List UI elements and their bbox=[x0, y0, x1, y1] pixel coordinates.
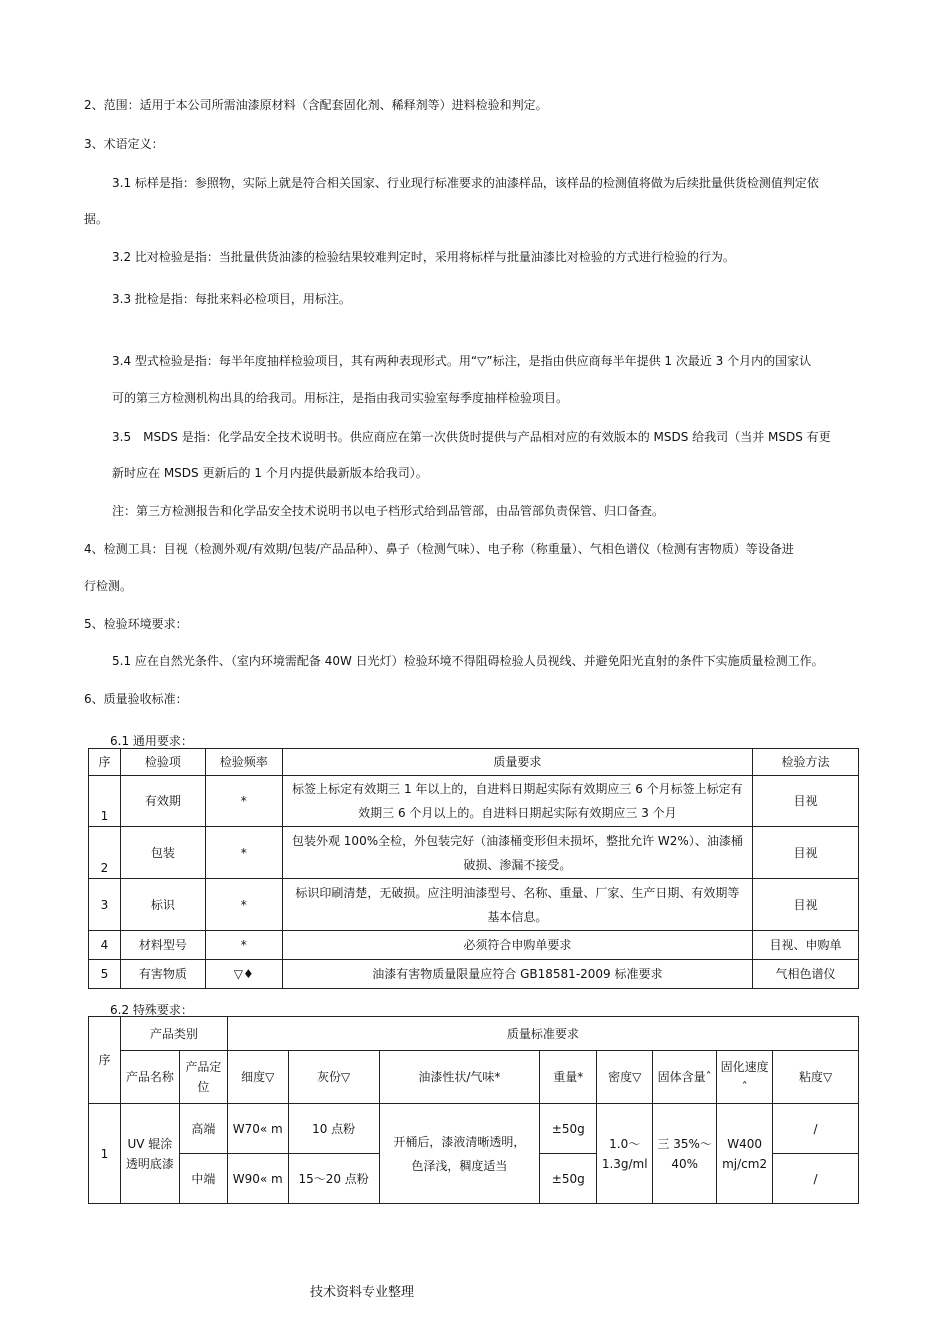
row-no: 1 bbox=[89, 776, 121, 827]
header-method: 检验方法 bbox=[753, 749, 859, 776]
term-3-1-line2: 据。 bbox=[84, 212, 109, 226]
row-method: 气相色谱仪 bbox=[753, 960, 859, 989]
special-requirements-table bbox=[88, 1016, 859, 1204]
table-row bbox=[89, 827, 859, 879]
row-no: 1 bbox=[89, 1104, 121, 1204]
terms-heading: 3、术语定义： bbox=[84, 137, 164, 151]
row-frequency: * bbox=[205, 776, 282, 827]
header-density: 密度▽ bbox=[597, 1051, 653, 1104]
table-row bbox=[89, 776, 859, 827]
row-frequency: * bbox=[205, 827, 282, 879]
row-item: 有效期 bbox=[120, 776, 205, 827]
row-item: 标识 bbox=[120, 879, 205, 931]
header-product-position: 产品定位 bbox=[179, 1051, 227, 1104]
header-fineness: 细度▽ bbox=[227, 1051, 288, 1104]
row-position: 高端 bbox=[179, 1104, 227, 1154]
term-3-1-line1: 3.1 标样是指：参照物，实际上就是符合相关国家、行业现行标准要求的油漆样品，该样品的检测值将做为后续批量供货检测值判定依 bbox=[112, 176, 819, 190]
header-cure: 固化速度ˆ bbox=[717, 1051, 773, 1104]
row-frequency: * bbox=[205, 931, 282, 960]
table-row bbox=[89, 1104, 859, 1154]
general-requirements-caption: 6.1 通用要求： bbox=[110, 734, 193, 748]
general-requirements-table bbox=[88, 748, 859, 989]
row-weight: ±50g bbox=[540, 1154, 597, 1204]
row-ash: 10 点粉 bbox=[288, 1104, 379, 1154]
row-no: 4 bbox=[89, 931, 121, 960]
term-3-4-line2: 可的第三方检测机构出具的给我司。用标注，是指由我司实验室每季度抽样检验项目。 bbox=[112, 391, 569, 405]
row-position: 中端 bbox=[179, 1154, 227, 1204]
row-item: 包装 bbox=[120, 827, 205, 879]
row-no: 3 bbox=[89, 879, 121, 931]
header-category: 产品类别 bbox=[120, 1017, 227, 1051]
term-3-5-line2: 新时应在 MSDS 更新后的 1 个月内提供最新版本给我司）。 bbox=[112, 466, 428, 480]
page-footer: 技术资料专业整理 bbox=[310, 1285, 415, 1300]
header-no: 序 bbox=[89, 749, 121, 776]
row-method: 目视、申购单 bbox=[753, 931, 859, 960]
row-method: 目视 bbox=[753, 879, 859, 931]
row-requirement: 油漆有害物质量限量应符合 GB18581-2009 标准要求 bbox=[282, 960, 752, 989]
term-3-4-line1: 3.4 型式检验是指：每半年度抽样检验项目，其有两种表现形式。用“▽”标注，是指由供应商每半年提供 1 次最近 3 个月内的国家认 bbox=[112, 354, 812, 368]
tools-line2: 行检测。 bbox=[84, 579, 133, 593]
row-requirement: 必须符合申购单要求 bbox=[282, 931, 752, 960]
row-fineness: W70« m bbox=[227, 1104, 288, 1154]
header-ash: 灰份▽ bbox=[288, 1051, 379, 1104]
row-ash: 15～20 点粉 bbox=[288, 1154, 379, 1204]
special-requirements-caption: 6.2 特殊要求： bbox=[110, 1003, 193, 1017]
environment-heading: 5、检验环境要求： bbox=[84, 617, 188, 631]
environment-5-1: 5.1 应在自然光条件、（室内环境需配备 40W 日光灯）检验环境不得阻碍检验人员视线、并避免阳光直射的条件下实施质量检测工作。 bbox=[112, 654, 824, 668]
row-cure: W400 mj/cm2 bbox=[717, 1104, 773, 1204]
header-item: 检验项 bbox=[120, 749, 205, 776]
table-row bbox=[89, 960, 859, 989]
row-item: 材料型号 bbox=[120, 931, 205, 960]
row-fineness: W90« m bbox=[227, 1154, 288, 1204]
header-viscosity: 粘度▽ bbox=[773, 1051, 859, 1104]
term-3-5-line1: 3.5 MSDS 是指：化学品安全技术说明书。供应商应在第一次供货时提供与产品相对应的有效版本的 MSDS 给我司（当并 MSDS 有更 bbox=[112, 430, 831, 444]
row-viscosity: / bbox=[773, 1154, 859, 1204]
header-requirement: 质量要求 bbox=[282, 749, 752, 776]
note-paragraph: 注：第三方检测报告和化学品安全技术说明书以电子档形式给到品管部，由品管部负责保管、归口备查。 bbox=[112, 504, 665, 518]
tools-line1: 4、检测工具：目视（检测外观/有效期/包装/产品品种）、鼻子（检测气味）、电子称（称重量）、气相色谱仪（检测有害物质）等设备进 bbox=[84, 542, 794, 556]
header-no: 序 bbox=[89, 1017, 121, 1104]
header-property: 油漆性状/气味* bbox=[379, 1051, 540, 1104]
header-standard: 质量标准要求 bbox=[227, 1017, 858, 1051]
header-product-name: 产品名称 bbox=[120, 1051, 179, 1104]
row-no: 2 bbox=[89, 827, 121, 879]
row-solid: 三 35%～40% bbox=[653, 1104, 717, 1204]
scope-paragraph: 2、范围：适用于本公司所需油漆原材料（含配套固化剂、稀释剂等）进料检验和判定。 bbox=[84, 98, 548, 112]
row-requirement: 包装外观 100%全检，外包装完好（油漆桶变形但未损坏，整批允许 W2%）、油漆桶破损、渗漏不接受。 bbox=[282, 827, 752, 879]
row-no: 5 bbox=[89, 960, 121, 989]
row-product-name: UV 辊涂透明底漆 bbox=[120, 1104, 179, 1204]
row-frequency: * bbox=[205, 879, 282, 931]
row-density: 1.0～1.3g/ml bbox=[597, 1104, 653, 1204]
row-requirement: 标签上标定有效期三 1 年以上的，自进料日期起实际有效期应三 6 个月标签上标定有效期三 6 个月以上的。自进料日期起实际有效期应三 3 个月 bbox=[282, 776, 752, 827]
row-frequency: ▽♦ bbox=[205, 960, 282, 989]
header-solid: 固体含量ˆ bbox=[653, 1051, 717, 1104]
row-property: 开桶后，漆液清晰透明，色泽浅，稠度适当 bbox=[379, 1104, 540, 1204]
row-method: 目视 bbox=[753, 827, 859, 879]
row-method: 目视 bbox=[753, 776, 859, 827]
term-3-3: 3.3 批检是指：每批来料必检项目，用标注。 bbox=[112, 292, 351, 306]
table-row bbox=[89, 879, 859, 931]
term-3-2: 3.2 比对检验是指：当批量供货油漆的检验结果较难判定时，采用将标样与批量油漆比对检验的方式进行检验的行为。 bbox=[112, 250, 735, 264]
acceptance-heading: 6、质量验收标准： bbox=[84, 692, 188, 706]
header-frequency: 检验频率 bbox=[205, 749, 282, 776]
row-viscosity: / bbox=[773, 1104, 859, 1154]
row-requirement: 标识印刷清楚，无破损。应注明油漆型号、名称、重量、厂家、生产日期、有效期等基本信息。 bbox=[282, 879, 752, 931]
table-row bbox=[89, 931, 859, 960]
row-item: 有害物质 bbox=[120, 960, 205, 989]
row-weight: ±50g bbox=[540, 1104, 597, 1154]
header-weight: 重量* bbox=[540, 1051, 597, 1104]
